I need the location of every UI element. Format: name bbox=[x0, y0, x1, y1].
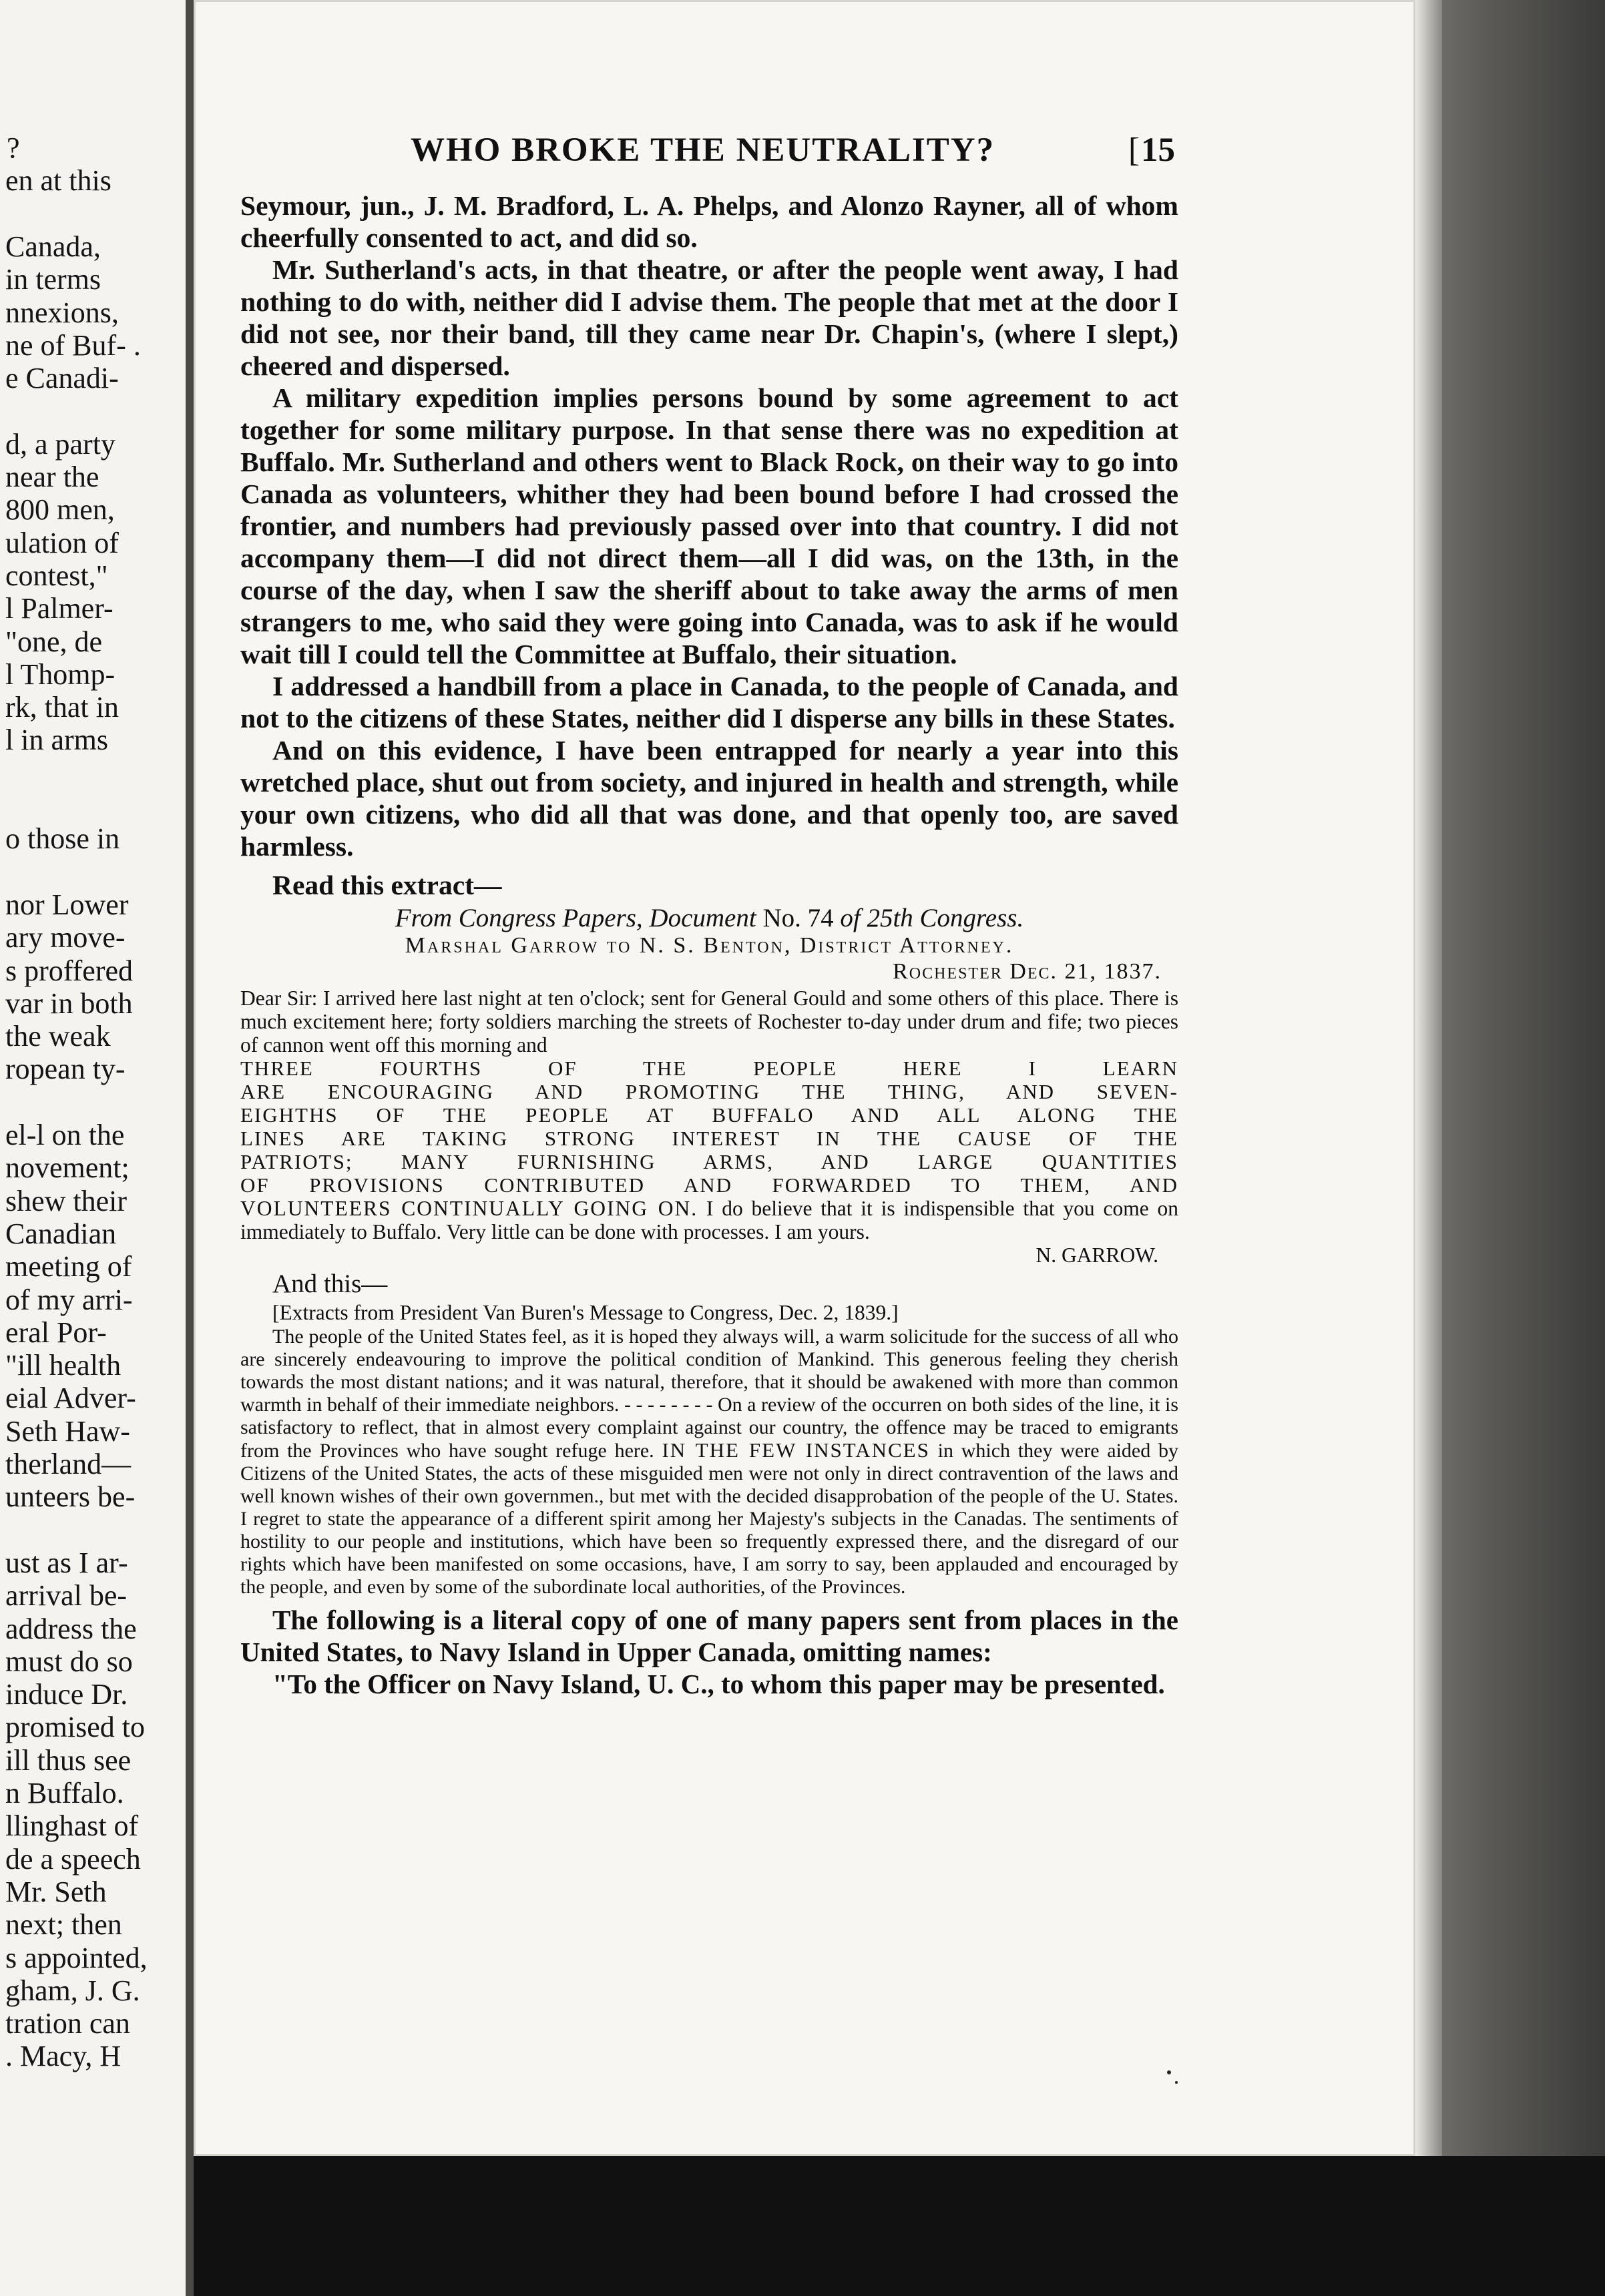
facing-page-line: "ill health bbox=[5, 1349, 122, 1382]
facing-page-line: Seth Haw- bbox=[5, 1414, 130, 1448]
paragraph: And on this evidence, I have been entrapped for nearly a year into this wretched place, shut out from society, and injured in health and strength, while your own citizens, who did all that was done, and that openly too, are saved harmless. bbox=[240, 735, 1178, 862]
page-edge-shadow bbox=[1415, 0, 1442, 2156]
read-this-extract: Read this extract— bbox=[272, 870, 502, 900]
facing-page-line: eral Por- bbox=[5, 1316, 107, 1349]
facing-page-line: promised to bbox=[5, 1711, 145, 1744]
facing-page-line: ill thus see bbox=[5, 1743, 132, 1777]
page-shadow bbox=[1415, 0, 1605, 2296]
document-source bbox=[240, 904, 1178, 933]
letter-caps-line: OF PROVISIONS CONTRIBUTED AND FORWARDED TO THEM, AND bbox=[240, 1173, 1178, 1197]
message-extract bbox=[240, 1326, 1178, 1599]
letter-caps-line: EIGHTHS OF THE PEOPLE AT BUFFALO AND ALL ALONG THE bbox=[240, 1103, 1178, 1127]
letter-heading: Marshal Garrow to N. S. Benton, District Attorney. bbox=[405, 933, 1014, 958]
facing-page-line: near the bbox=[5, 461, 99, 493]
signature: N. GARROW. bbox=[1036, 1243, 1158, 1267]
paragraph: The following is a literal copy of one of many papers sent from places in the United States, to Navy Island in Upper Canada, omitting names: bbox=[240, 1605, 1178, 1667]
facing-page-line: l Palmer- bbox=[5, 592, 113, 625]
facing-page-line: gham, J. G. bbox=[5, 1974, 140, 2007]
facing-page-line: therland— bbox=[5, 1448, 132, 1480]
facing-page-line: Canada, bbox=[5, 230, 101, 263]
extract-caps: IN THE FEW INSTANCES bbox=[662, 1438, 930, 1462]
facing-page-line: 800 men, bbox=[5, 493, 115, 527]
letter-caps-line: THREE FOURTHS OF THE PEOPLE HERE I LEARN bbox=[240, 1057, 1178, 1080]
facing-page-line: "one, de bbox=[5, 625, 103, 658]
facing-page-line: induce Dr. bbox=[5, 1678, 128, 1711]
facing-page-line: el-l on the bbox=[5, 1119, 125, 1151]
letter-text bbox=[240, 1197, 1178, 1243]
letter-caps-line: PATRIOTS; MANY FURNISHING ARMS, AND LARGE QUANTITIES bbox=[240, 1150, 1178, 1173]
facing-page-line: shew their bbox=[5, 1184, 128, 1217]
document-congress: of 25th Congress. bbox=[840, 904, 1024, 932]
page-body bbox=[240, 190, 1178, 1700]
facing-page-line: de a speech bbox=[5, 1842, 141, 1876]
extract-text-2: in which they were aided by Citizens of the United States, the acts of these misguided men were not only in direct contravention of the laws and well known wishes of their own governmen., but met with the decided disapprobation of the people of the U. States. I regret to state the appearance of a different spirit among her Majesty's subjects in the Canadas. The sentiments of hostility to our people and institutions, which have been so frequently expressed there, and the disregard of our rights which have been manifested on some occasions, have, I am sorry to say, been applauded and encouraged by the people, and even by some of the subordinate local authorities, of the Provinces. bbox=[240, 1440, 1179, 1598]
facing-page-line: arrival be- bbox=[5, 1579, 127, 1613]
facing-page-line: . Macy, H bbox=[5, 2040, 122, 2073]
facing-page-line: eial Adver- bbox=[5, 1382, 136, 1415]
facing-page-line: novement; bbox=[5, 1151, 130, 1185]
facing-page-line: o those in bbox=[5, 822, 120, 856]
letter bbox=[240, 986, 1178, 1267]
scan-background bbox=[194, 2156, 1605, 2296]
paragraph: Mr. Sutherland's acts, in that theatre, or after the people went away, I had nothing to do with, neither did I advise them. The people that met at the door I did not see, nor their band, till they came near Dr. Chapin's, (where I slept,) cheered and dispersed. bbox=[240, 254, 1178, 381]
page-number-bracket: [ bbox=[1128, 131, 1140, 169]
facing-page-line: the weak bbox=[5, 1020, 111, 1053]
facing-page-line: var in both bbox=[5, 986, 133, 1020]
facing-page-line: address the bbox=[5, 1612, 137, 1645]
paragraph-continuation: Seymour, jun., J. M. Bradford, L. A. Phelps, and Alonzo Rayner, all of whom cheerfully consented to act, and did so. bbox=[240, 190, 1178, 253]
document-source-text: From Congress Papers, Document bbox=[395, 904, 756, 932]
facing-page-edge bbox=[0, 0, 188, 2296]
print-speck bbox=[1167, 2070, 1171, 2074]
facing-page-line: rk, that in bbox=[5, 691, 119, 724]
facing-page-line: en at this bbox=[5, 164, 111, 198]
facing-page-line: in terms bbox=[5, 263, 101, 296]
facing-page-line: ulation of bbox=[5, 526, 119, 559]
facing-page-line: s proffered bbox=[5, 954, 133, 987]
facing-page-line: nor Lower bbox=[5, 888, 129, 921]
letter-caps-line: VOLUNTEERS CONTINUALLY GOING ON. bbox=[240, 1197, 698, 1220]
letter-close: I do believe that it is indispensible that you come on immediately to Buffalo. Very little can be done with processes. I am yours. bbox=[240, 1197, 1178, 1243]
extract-text-1: The people of the United States feel, as it is hoped they always will, a warm solicitude for the success of all who are sincerely endeavouring to improve the political condition of Mankind. This generous feeling they cherish towards the most distant nations; and it was natural, therefore, that it should be awakened with more than common warmth in behalf of their immediate neighbors. - - - - - - - - On a review of the occurren on both sides of the line, it is satisfactory to reflect, that in almost every complaint against our country, the offence may be traced to emigrants from the Provinces who have sought refuge here. bbox=[240, 1326, 1178, 1462]
page-number bbox=[1128, 131, 1175, 170]
facing-page-line: contest," bbox=[5, 559, 108, 592]
letter-caps-line: ARE ENCOURAGING AND PROMOTING THE THING, AND SEVEN- bbox=[240, 1080, 1178, 1103]
facing-page-line: ary move- bbox=[5, 921, 126, 954]
facing-page-line: Canadian bbox=[5, 1217, 117, 1250]
extract-text bbox=[240, 1326, 1178, 1599]
running-title: WHO BROKE THE NEUTRALITY? bbox=[411, 131, 995, 169]
page-number-value: 15 bbox=[1140, 131, 1175, 169]
facing-page-line: ? bbox=[7, 131, 20, 164]
signature-row bbox=[240, 1243, 1178, 1267]
facing-page-line: llinghast of bbox=[5, 1809, 139, 1843]
letter-text: Dear Sir: I arrived here last night at ten o'clock; sent for General Gould and some others of this place. There is much excitement here; forty soldiers marching the streets of Rochester to-day under drum and fife; two pieces of cannon went off this morning and bbox=[240, 986, 1178, 1057]
facing-page-line: unteers be- bbox=[5, 1480, 136, 1514]
facing-page-line: e Canadi- bbox=[5, 362, 119, 395]
facing-page-line: Mr. Seth bbox=[5, 1875, 107, 1908]
facing-page-line: must do so bbox=[5, 1645, 133, 1678]
facing-page-line: next; then bbox=[5, 1908, 122, 1942]
facing-page-line: l in arms bbox=[5, 724, 108, 757]
facing-page-line: ne of Buf- . bbox=[5, 328, 141, 362]
facing-page-line: s appointed, bbox=[5, 1941, 148, 1974]
facing-page-line: nnexions, bbox=[5, 296, 119, 329]
paragraph: A military expedition implies persons bound by some agreement to act together for some military purpose. In that sense there was no expedition at Buffalo. Mr. Sutherland and others went to Black Rock, on their way to go into Canada as volunteers, whither they had been bound before I had crossed the frontier, and numbers had previously passed over into that country. I did not accompany them—I did not direct them—all I did was, on the 13th, in the course of the day, when I saw the sheriff about to take away the arms of men strangers to me, who said they were going into Canada, was to ask if he would wait till I could tell the Committee at Buffalo, their situation. bbox=[240, 382, 1178, 669]
paragraph-officer: "To the Officer on Navy Island, U. C., to whom this paper may be presented. bbox=[272, 1669, 1165, 1699]
letter-caps-line: LINES ARE TAKING STRONG INTEREST IN THE CAUSE OF THE bbox=[240, 1127, 1178, 1150]
facing-page-line: ust as I ar- bbox=[5, 1546, 128, 1579]
facing-page-line: ropean ty- bbox=[5, 1053, 126, 1086]
and-this: And this— bbox=[272, 1269, 388, 1298]
print-speck bbox=[1175, 2081, 1178, 2084]
facing-page-line: d, a party bbox=[5, 427, 116, 461]
facing-page-line: of my arri- bbox=[5, 1283, 133, 1316]
document-number: No. 74 bbox=[762, 904, 834, 932]
paragraph: I addressed a handbill from a place in Canada, to the people of Canada, and not to the citizens of these States, neither did I disperse any bills in these States. bbox=[240, 671, 1178, 734]
page-gutter bbox=[186, 0, 194, 2296]
facing-page-line: meeting of bbox=[5, 1250, 132, 1283]
letter-dateline: Rochester Dec. 21, 1837. bbox=[893, 959, 1162, 984]
facing-page-line: n Buffalo. bbox=[5, 1777, 124, 1809]
extract-heading: [Extracts from President Van Buren's Message to Congress, Dec. 2, 1839.] bbox=[272, 1301, 899, 1324]
facing-page-line: tration can bbox=[5, 2007, 130, 2040]
facing-page-line: l Thomp- bbox=[5, 657, 116, 691]
